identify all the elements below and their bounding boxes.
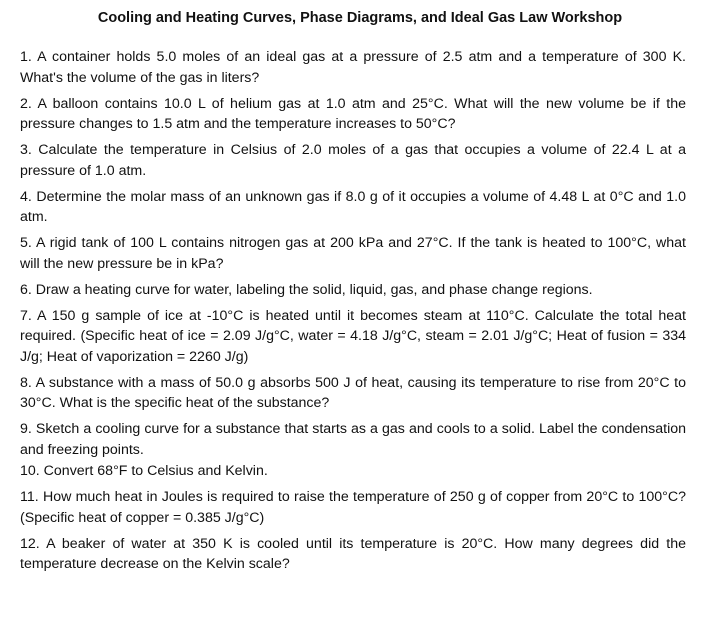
question-11: 11. How much heat in Joules is required to raise the temperature of 250 g of copper from 20°C to 100°C? (Specific heat of copper = 0.385 J/g°C): [20, 489, 686, 526]
question-9: 9. Sketch a cooling curve for a substance that starts as a gas and cools to a solid. Label the condensation and freezing points.: [20, 421, 686, 458]
question-7: 7. A 150 g sample of ice at -10°C is heated until it becomes steam at 110°C. Calculate the total heat required. (Specific heat of ice = 2.09 J/g°C, water = 4.18 J/g°C, steam = 2.01 J/g°C; Heat of fusion = 334 J/g; Heat of vaporization = 2260 J/g): [20, 307, 686, 365]
question-8: 8. A substance with a mass of 50.0 g absorbs 500 J of heat, causing its temperature to rise from 20°C to 30°C. What is the specific heat of the substance?: [20, 374, 686, 411]
question-1: 1. A container holds 5.0 moles of an ideal gas at a pressure of 2.5 atm and a temperature of 300 K. What's the volume of the gas in liters?: [20, 49, 686, 86]
question-2: 2. A balloon contains 10.0 L of helium gas at 1.0 atm and 25°C. What will the new volume be if the pressure changes to 1.5 atm and the temperature increases to 50°C?: [20, 95, 686, 132]
question-list: [20, 47, 686, 580]
question-12: 12. A beaker of water at 350 K is cooled until its temperature is 20°C. How many degrees did the temperature decrease on the Kelvin scale?: [20, 535, 686, 572]
question-5: 5. A rigid tank of 100 L contains nitrogen gas at 200 kPa and 27°C. If the tank is heated to 100°C, what will the new pressure be in kPa?: [20, 235, 686, 272]
question-3: 3. Calculate the temperature in Celsius of 2.0 moles of a gas that occupies a volume of 22.4 L at a pressure of 1.0 atm.: [20, 142, 686, 179]
worksheet-title: Cooling and Heating Curves, Phase Diagrams, and Ideal Gas Law Workshop: [97, 10, 623, 26]
question-6: 6. Draw a heating curve for water, labeling the solid, liquid, gas, and phase change regions.: [20, 281, 593, 298]
question-4: 4. Determine the molar mass of an unknown gas if 8.0 g of it occupies a volume of 4.48 L at 0°C and 1.0 atm.: [20, 188, 686, 225]
question-10: 10. Convert 68°F to Celsius and Kelvin.: [20, 463, 268, 479]
